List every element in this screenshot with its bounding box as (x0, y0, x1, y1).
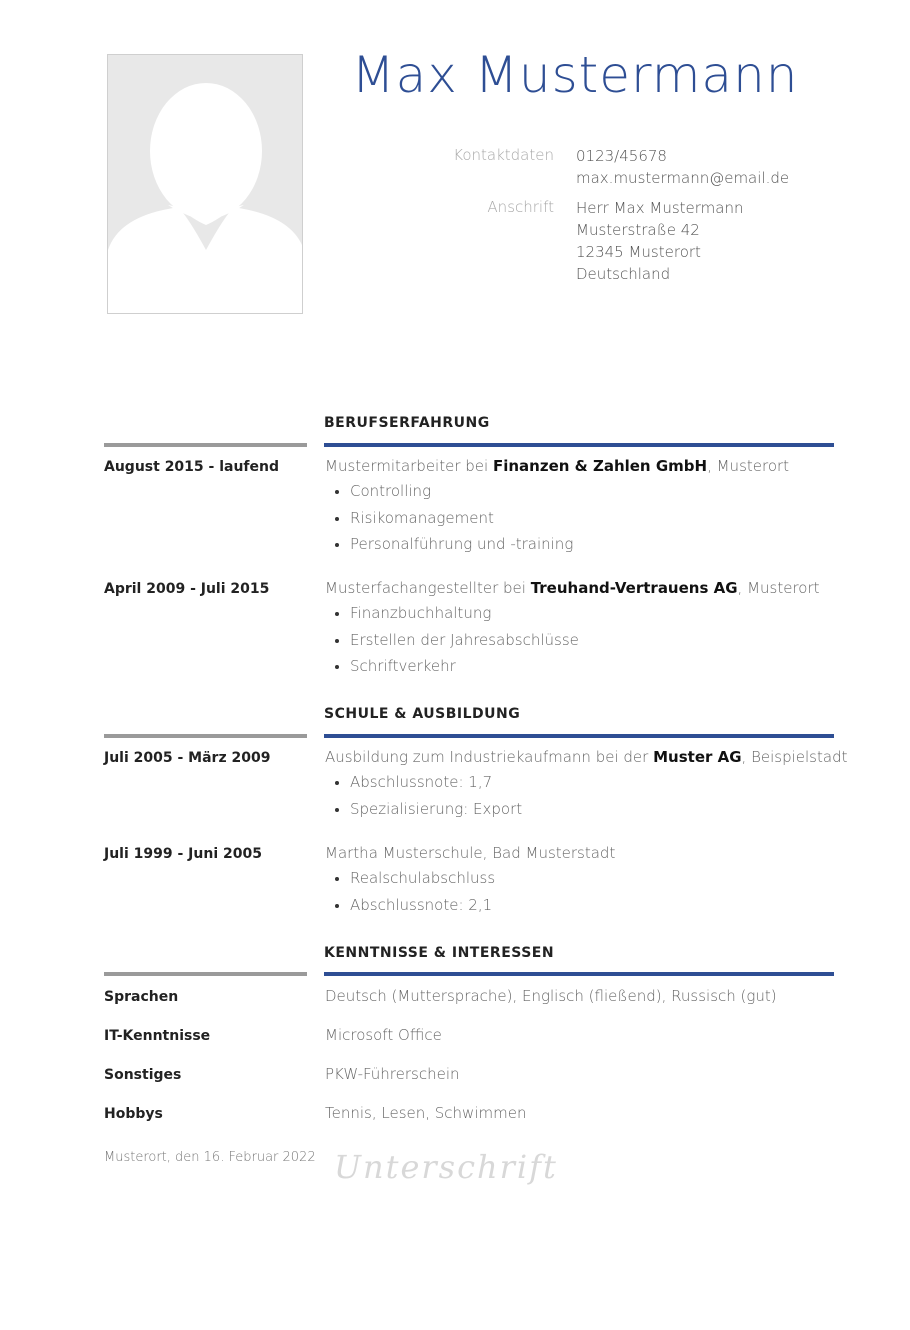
section-divider-right (324, 443, 834, 447)
entry-place: , Beispielstadt (741, 748, 848, 766)
entry-place: , Musterort (737, 579, 820, 597)
entry-task-list (325, 865, 865, 918)
skill-value: Microsoft Office (325, 1026, 442, 1044)
section-divider-right (324, 734, 834, 738)
skill-label: Hobbys (104, 1106, 163, 1122)
skill-label: IT-Kenntnisse (104, 1028, 211, 1044)
entry-task-list (325, 478, 865, 558)
entry-date: August 2015 - laufend (104, 459, 279, 475)
list-item: Abschlussnote: 2,1 (325, 892, 865, 919)
section-title-skills: KENNTNISSE & INTERESSEN (324, 945, 555, 961)
address-line: Deutschland (576, 265, 671, 283)
profile-photo-placeholder (107, 54, 303, 314)
place-date: Musterort, den 16. Februar 2022 (104, 1150, 316, 1165)
list-item: Personalführung und -training (325, 531, 865, 558)
entry-task-list (325, 769, 865, 822)
section-title-experience: BERUFSERFAHRUNG (324, 415, 490, 431)
section-divider-left (104, 443, 307, 447)
list-item: Erstellen der Jahresabschlüsse (325, 627, 865, 654)
section-divider-left (104, 734, 307, 738)
contact-phone: 0123/45678 (576, 147, 667, 165)
entry-date: April 2009 - Juli 2015 (104, 581, 270, 597)
avatar-silhouette-icon (108, 55, 303, 314)
address-line: Herr Max Mustermann (576, 199, 744, 217)
entry-role: Musterfachangestellter bei (325, 579, 526, 597)
cv-name-title: Max Mustermann (351, 46, 799, 104)
list-item: Finanzbuchhaltung (325, 600, 865, 627)
education-entry (325, 748, 865, 822)
skill-label: Sonstiges (104, 1067, 182, 1083)
list-item: Abschlussnote: 1,7 (325, 769, 865, 796)
entry-company: Finanzen & Zahlen GmbH (492, 457, 708, 475)
entry-role: Mustermitarbeiter bei (325, 457, 489, 475)
experience-entry (325, 579, 865, 680)
skill-value: PKW-Führerschein (325, 1065, 460, 1083)
signature: Unterschrift (334, 1148, 558, 1186)
address-line: Musterstraße 42 (576, 221, 700, 239)
section-divider-left (104, 972, 307, 976)
list-item: Schriftverkehr (325, 653, 865, 680)
section-divider-right (324, 972, 834, 976)
entry-place: , Musterort (707, 457, 790, 475)
list-item: Spezialisierung: Export (325, 796, 865, 823)
skill-label: Sprachen (104, 989, 179, 1005)
entry-task-list (325, 600, 865, 680)
education-entry (325, 844, 865, 918)
section-title-education: SCHULE & AUSBILDUNG (324, 706, 521, 722)
experience-entry (325, 457, 865, 558)
entry-role: Martha Musterschule, Bad Musterstadt (325, 844, 616, 862)
contact-label: Kontaktdaten (453, 146, 554, 164)
list-item: Realschulabschluss (325, 865, 865, 892)
list-item: Risikomanagement (325, 505, 865, 532)
entry-company: Muster AG (653, 748, 742, 766)
entry-date: Juli 1999 - Juni 2005 (104, 846, 262, 862)
address-label: Anschrift (487, 198, 554, 216)
entry-date: Juli 2005 - März 2009 (104, 750, 271, 766)
list-item: Controlling (325, 478, 865, 505)
skill-value: Deutsch (Muttersprache), Englisch (fließend), Russisch (gut) (325, 987, 777, 1005)
entry-company: Treuhand-Vertrauens AG (530, 579, 738, 597)
address-line: 12345 Musterort (576, 243, 701, 261)
contact-email[interactable]: max.mustermann@email.de (576, 169, 790, 187)
entry-role: Ausbildung zum Industriekaufmann bei der (325, 748, 649, 766)
skill-value: Tennis, Lesen, Schwimmen (325, 1104, 527, 1122)
